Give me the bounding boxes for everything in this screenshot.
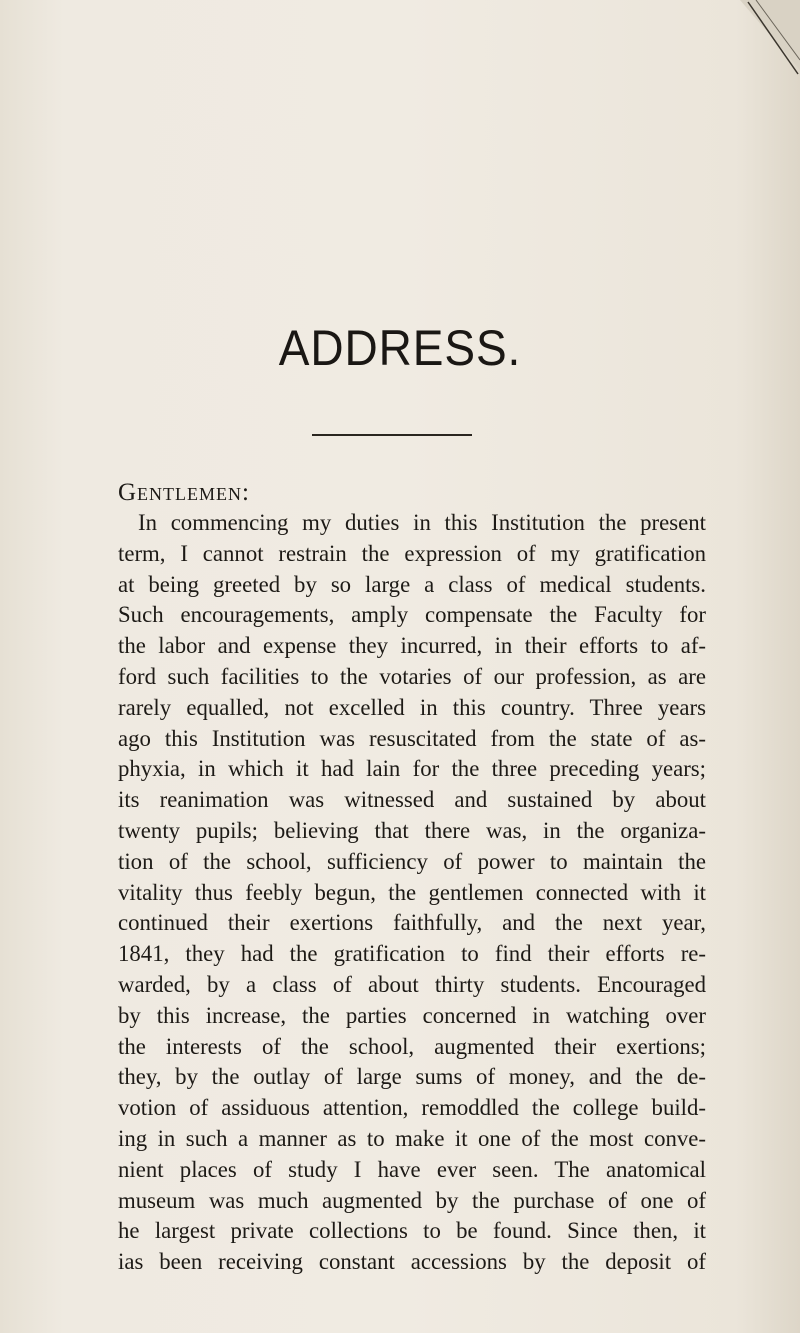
text-line: votion of assiduous attention, remoddled the college build- (118, 1095, 706, 1121)
text-line: warded, by a class of about thirty students. Encouraged (118, 971, 706, 997)
text-line: tion of the school, sufficiency of power to maintain the (118, 848, 706, 874)
text-line: 1841, they had the gratification to find their efforts re- (118, 941, 706, 967)
text-line: vitality thus feebly begun, the gentlemen connected with it (118, 879, 706, 905)
text-line: ago this Institution was resuscitated from the state of as- (118, 725, 706, 751)
text-line: he largest private collections to be found. Since then, it (118, 1218, 706, 1244)
text-line: the labor and expense they incurred, in their efforts to af- (118, 633, 706, 659)
text-line: museum was much augmented by the purchase of one of (118, 1187, 706, 1213)
text-line: nient places of study I have ever seen. The anatomical (118, 1156, 706, 1182)
page-corner-fold (730, 0, 800, 80)
text-line: phyxia, in which it had lain for the three preceding years; (118, 756, 706, 782)
text-line: Such encouragements, amply compensate the Faculty for (118, 602, 706, 628)
salutation: Gentlemen: (118, 479, 250, 506)
text-line: twenty pupils; believing that there was, in the organiza- (118, 817, 706, 843)
text-line: In commencing my duties in this Institution the present (138, 510, 706, 535)
text-line: they, by the outlay of large sums of money, and the de- (118, 1064, 706, 1090)
text-line: ford such facilities to the votaries of our profession, as are (118, 663, 706, 689)
text-line: continued their exertions faithfully, and the next year, (118, 910, 706, 936)
page-heading: ADDRESS. (278, 320, 522, 376)
text-line: by this increase, the parties concerned in watching over (118, 1002, 706, 1028)
body-text (118, 508, 706, 1278)
text-line: rarely equalled, not excelled in this country. Three years (118, 694, 706, 720)
text-line: the interests of the school, augmented their exertions; (118, 1033, 706, 1059)
text-line: its reanimation was witnessed and sustained by about (118, 787, 706, 813)
text-line: term, I cannot restrain the expression of my gratification (118, 540, 706, 566)
text-line: ing in such a manner as to make it one of the most conve- (118, 1125, 706, 1151)
text-line: at being greeted by so large a class of medical students. (118, 571, 706, 597)
heading-rule (312, 434, 472, 436)
text-line: ias been receiving constant accessions by the deposit of (118, 1249, 706, 1275)
